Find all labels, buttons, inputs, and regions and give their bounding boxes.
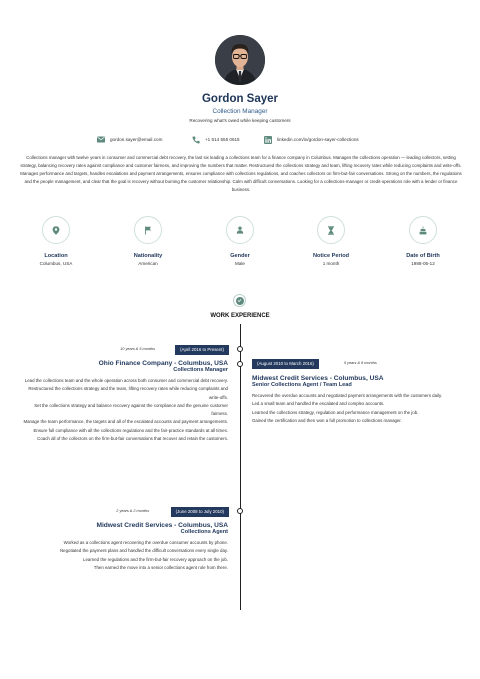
- job-company: Midwest Credit Services - Columbus, USA: [96, 522, 228, 529]
- info-value: American: [138, 261, 158, 266]
- avatar: [215, 35, 265, 85]
- job-role: Collections Agent: [180, 529, 228, 535]
- job-role: Collections Manager: [173, 367, 228, 373]
- job-description-line: Lead the collections team and the whole operation across both consumer and commercial debt recovery.: [24, 378, 228, 383]
- job-description-line: Recovered the overdue accounts and negotiated payment arrangements with the customers daily.: [252, 393, 443, 398]
- info-label: Gender: [230, 253, 250, 259]
- job-description-line: Learned the collections strategy, regulation and performance management on the job.: [252, 409, 419, 415]
- job-company: Ohio Finance Company - Columbus, USA: [98, 360, 228, 367]
- info-label: Location: [44, 253, 68, 259]
- location-pin-icon: [42, 216, 70, 244]
- job-role: Senior Collections Agent / Team Lead: [252, 382, 352, 388]
- job-description-line: Manage the team performance, the targets and all of the escalated accounts and payment arrangements.: [23, 419, 228, 425]
- email-icon: [97, 136, 105, 143]
- job-duration: 5 years & 8 months: [344, 361, 377, 365]
- job-duration: 2 years & 2 months: [116, 509, 149, 513]
- linkedin-text: linkedin.com/in/gordon-sayer-collections: [277, 136, 359, 142]
- job-dates: (April 2016 to Present): [175, 345, 229, 355]
- info-value: 1988-05-12: [411, 261, 435, 266]
- job-description-line: Worked as a collections agent recovering the overdue consumer accounts by phone.: [63, 540, 228, 545]
- job-description-line: Then earned the move into a senior collections agent role from there.: [93, 564, 228, 570]
- job-description: [18, 539, 228, 572]
- job-description-line: Restructured the collections strategy and the team, lifting recovery rates while reducing complaints and write-offs.: [28, 386, 228, 400]
- job-description-line: Led a small team and handled the escalated and complex accounts.: [252, 401, 385, 407]
- timeline-node: [237, 361, 243, 367]
- person-icon: [226, 216, 254, 244]
- tagline: Recovering what's owed while keeping customers: [189, 118, 291, 123]
- section-title-work-experience: WORK EXPERIENCE: [210, 313, 270, 319]
- info-notice-period: [296, 216, 366, 266]
- job-description-line: Gained the certification and then won a full promotion to collections manager.: [252, 417, 402, 423]
- job-dates: (June 2008 to July 2010): [171, 507, 229, 517]
- info-label: Notice Period: [312, 253, 350, 259]
- briefcase-icon: [233, 294, 246, 307]
- info-location: [21, 216, 91, 266]
- professional-summary: Collections manager with twelve years in consumer and commercial debt recovery, the last six leading a collections team for a finance company in Columbus. Manages the collections operation — leading collectors, setting strategy, balancing recovery rates against compliance and customer fairness, and improving the numbers that matter. Restructured the collections strategy and team, lifting recovery rates while reducing complaints and write-offs. Manages performance and targets, handles escalations and payment arrangements, ensures compliance with collections regulations, and coaches collectors on firm-but-fair conversations. Strong on the numbers, the regulations and the people management, and clear that the goal is recovery without burning the customer relationship. Calm with difficult conversations. Looking for a collections-manager or credit-operations role with a lender or finance business.: [20, 155, 462, 192]
- hourglass-icon: [317, 216, 345, 244]
- job-entry: [252, 375, 464, 425]
- job-description-line: Negotiated the payment plans and handled the difficult conversations every single day.: [59, 548, 228, 554]
- job-description-line: Set the collections strategy and balance recovery against the compliance and the genuine customer fairness.: [34, 402, 228, 417]
- info-value: Male: [235, 261, 245, 266]
- contact-phone[interactable]: [192, 134, 240, 144]
- info-nationality: [113, 216, 183, 266]
- info-gender: [205, 216, 275, 266]
- job-entry: [18, 522, 228, 572]
- info-value: 1 month: [322, 261, 340, 266]
- flag-icon: [134, 216, 162, 244]
- job-company: Midwest Credit Services - Columbus, USA: [252, 375, 384, 382]
- info-label: Date of Birth: [406, 253, 440, 259]
- cake-icon: [409, 216, 437, 244]
- job-dates: (August 2010 to March 2016): [252, 359, 319, 369]
- contact-linkedin[interactable]: [264, 134, 359, 144]
- candidate-name: Gordon Sayer: [201, 93, 279, 105]
- job-duration: 10 years & 5 months: [120, 347, 155, 351]
- phone-text: +1 614 555 0615: [205, 136, 240, 142]
- info-label: Nationality: [133, 253, 163, 259]
- contact-email[interactable]: [97, 134, 162, 144]
- info-date-of-birth: [388, 216, 458, 266]
- linkedin-icon: [264, 136, 272, 143]
- phone-icon: [192, 136, 200, 143]
- job-description-line: Ensure full compliance with all the collections regulations and the fair-practice standards at all times.: [33, 427, 228, 433]
- job-description-line: Coach all of the collectors on the firm-but-fair conversations that recover and retain the customers.: [37, 436, 228, 442]
- job-title: Collection Manager: [212, 108, 268, 115]
- timeline-node: [237, 508, 243, 514]
- job-entry: [18, 360, 228, 443]
- email-text: gordon.sayer@email.com: [110, 136, 163, 142]
- timeline-node: [237, 346, 243, 352]
- info-value: Columbus, USA: [39, 261, 73, 266]
- job-description-line: Learned the regulations and the firm-but-fair recovery approach on the job.: [83, 556, 228, 562]
- job-description: [18, 377, 228, 443]
- job-description: [252, 392, 464, 425]
